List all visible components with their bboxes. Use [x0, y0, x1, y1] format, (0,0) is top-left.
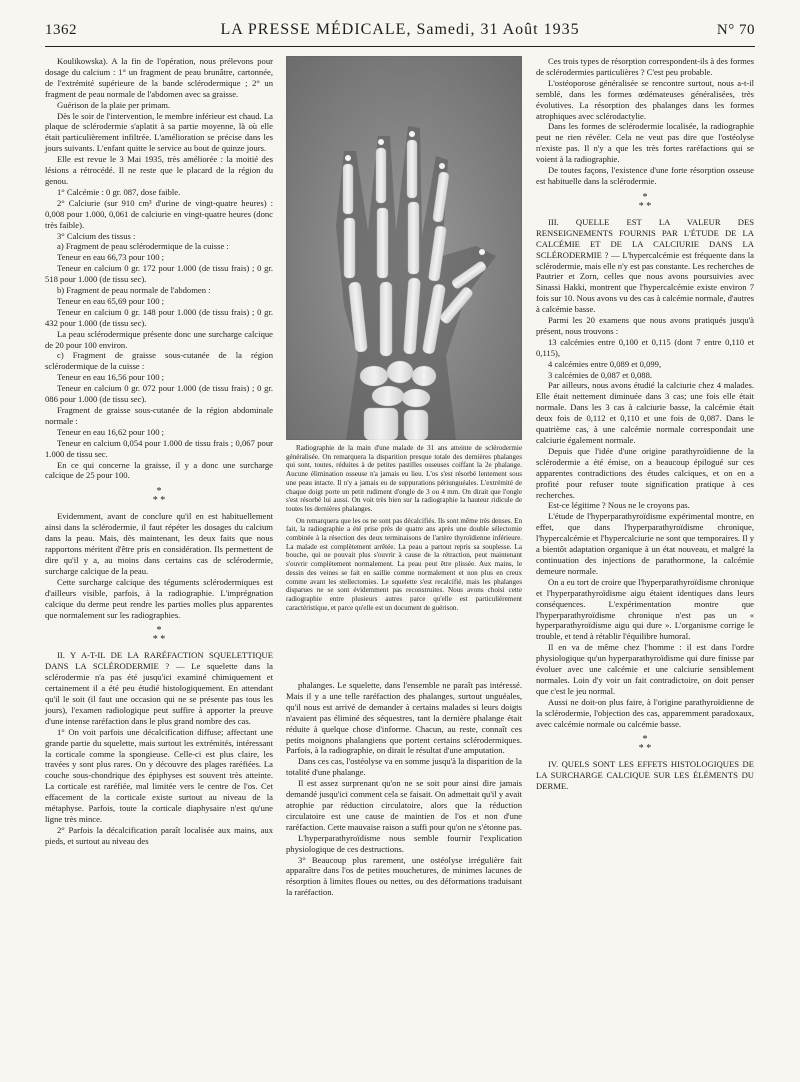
paragraph: Depuis que l'idée d'une origine parathyroïdienne de la sclérodermie a été émise, on a beaucoup épilogué sur ces apparentes contradictions des études calciques, et on en a profité pour refuser toute signification pratique à ces recherches.: [536, 445, 754, 500]
paragraph: Teneur en eau 66,73 pour 100 ;: [57, 252, 165, 263]
issue-date: Samedi, 31 Août 1935: [416, 21, 580, 38]
paragraph: Guérison de la plaie per primam.: [57, 99, 171, 110]
paragraph: IV. QUELS SONT LES EFFETS HISTOLOGIQUES DE LA SURCHARGE CALCIQUE SUR LES ÉLÉMENTS DU DERME.: [536, 759, 754, 792]
paragraph: Dans ces cas, l'ostéolyse va en somme jusqu'à la disparition de la totalité d'une phalange.: [286, 756, 522, 778]
paragraph: III. QUELLE EST LA VALEUR DES RENSEIGNEMENTS FOURNIS PAR L'ÉTUDE DE LA CALCÉMIE ET DE LA CALCIURIE DANS LA SCLÉRODERMIE ? — L'hypercalcémie est fréquente dans la sclérodermie, mais elle n'y est pas constante. Les recherches de Pautrier et Zorn, celles que nous avons poursuivies avec Sinassi Hakki, montrent que l'hypercalcémie existe environ 7 fois sur 10. Nous avons vu des cas à calcémie normale, d'autres à calcémie basse.: [536, 216, 754, 315]
left-column: [45, 56, 273, 847]
paragraph: Ces trois types de résorption correspondent-ils à des formes de sclérodermies particulières ? C'est peu probable.: [536, 56, 754, 77]
running-header: [45, 18, 755, 47]
radiograph-image: [286, 56, 522, 440]
paragraph: 3° Calcium des tissus :: [57, 230, 136, 241]
paragraph: 3° Beaucoup plus rarement, une ostéolyse irrégulière fait apparaître dans l'os de petites mouchetures, de minimes lacunes de résorption à limites floues ou nettes, ou des déformations traduisant la raréfaction.: [286, 854, 522, 898]
paragraph: De toutes façons, l'existence d'une forte résorption osseuse est habituelle dans la sclérodermie.: [536, 165, 754, 186]
section-separator: * * *: [152, 486, 166, 507]
left-top-text: [45, 56, 273, 481]
paragraph: Koulikowska). A la fin de l'opération, nous prélevons pour dosage du calcium : 1° un fragment de peau brunâtre, cartonnée, de l'extrémité supérieure de la bande sclérodermique ; 2° un fragment de peau normale de l'abdomen avec sa graisse.: [45, 56, 273, 99]
paragraph: L'étude de l'hyperparathyroïdisme expérimental montre, en effet, que dans l'hyperparathyroïdisme chronique, l'hypercalcémie et l'hypercalciurie ne sont que temporaires. Il y a bientôt adaptation organique à un état nouveau, et malgré la continuation des injections de parathormone, la calcémie demeure normale.: [536, 511, 754, 576]
paragraph: b) Fragment de peau normale de l'abdomen :: [57, 285, 211, 296]
paragraph: c) Fragment de graisse sous-cutanée de la région sclérodermique de la cuisse :: [45, 350, 273, 372]
left-bottom-text: [45, 650, 273, 846]
paragraph: Teneur en eau 16,62 pour 100 ;: [57, 426, 165, 437]
paragraph: Fragment de graisse sous-cutanée de la région abdominale normale :: [45, 405, 273, 426]
paragraph: La peau sclérodermique présente donc une surcharge calcique de 20 pour 100 environ.: [45, 328, 273, 350]
journal-title: [45, 21, 755, 39]
right-top-text: [536, 56, 754, 187]
paragraph: Teneur en calcium 0 gr. 072 pour 1.000 (de tissu frais) ; 0 gr. 086 pour 1.000 (de tissu sec).: [45, 383, 273, 405]
paragraph: Dès le soir de l'intervention, le membre inférieur est chaud. La plaque de sclérodermie s'aplatit à sa partie moyenne, là où elle était particulièrement infiltrée. L'amélioration se précise dans les jours suivants. L'enfant quitte le service au bout de quinze jours.: [45, 110, 273, 154]
paragraph: 1° On voit parfois une décalcification diffuse; affectant une grande partie du squelette, mais surtout les extrémités, intéressant la corticale comme la spongieuse. Celle-ci est plus claire, les travées y sont plus rares. On y découvre des plages raréfiées. La couche sous-chondrique des épiphyses est souvent très atteinte. La corticale est raréfiée, mal limitée vers le centre de l'os. Cet effacement de la corticale existe surtout au niveau de la métaphyse. Parfois, toute la corticale diaphysaire n'est qu'une ligne très mince.: [45, 726, 273, 824]
hand-radiograph: [286, 56, 522, 440]
paragraph: L'ostéoporose généralisée se rencontre surtout, nous a-t-il semblé, dans les formes œdémateuses généralisées, très évolutives. La résorption des phalanges dans les formes atrophiques avec sclérodactylie.: [536, 77, 754, 121]
paragraph: Par ailleurs, nous avons étudié la calciurie chez 4 malades. Elle était nettement diminuée dans 3 cas; une fois elle était normale. Dans les 3 cas à calciurie basse, la calcémie était deux fois de 0,112 et 0,110 et une fois de 0,087. Dans le quatrième cas, à une calcémie normale correspondait une calciurie également normale.: [536, 380, 754, 445]
paragraph: II. Y A-T-IL DE LA RARÉFACTION SQUELETTIQUE DANS LA SCLÉRODERMIE ? — Le squelette dans la sclérodermie n'a pas été jusqu'ici examiné chimiquement et certainement il a été peu étudié histologiquement. En attendant qu'il le soit (il faut une occasion qui ne se présente pas tous les jours), l'examen radiologique peut suffire à apporter la preuve d'une intense raréfaction dans le plus grand nombre des cas.: [45, 650, 273, 726]
section-separator: * * *: [152, 625, 166, 646]
paragraph: a) Fragment de peau sclérodermique de la cuisse :: [57, 241, 229, 252]
paragraph: Il est assez surprenant qu'on ne se soit pour ainsi dire jamais demandé jusqu'ici comment cela se faisait. On admettait qu'il y avait atrophie par réduction circulatoire, alors que la réduction circulatoire est une cause de maintien de l'os et non d'une raréfaction. Cette mauvaise raison a suffi pour qu'on ne s'étonne pas.: [286, 778, 522, 832]
middle-column: [286, 680, 522, 898]
paragraph: 2° Calciurie (sur 910 cm³ d'urine de vingt-quatre heures) : 0,008 pour 1.000, 0,061 de calciurie en vingt-quatre heures (donc très faible).: [45, 197, 273, 230]
journal-name: LA PRESSE MÉDICALE,: [220, 21, 412, 38]
paragraph: Teneur en calcium 0 gr. 172 pour 1.000 (de tissu frais) ; 0 gr. 518 pour 1.000 (de tissu sec).: [45, 263, 273, 285]
right-column: [536, 56, 754, 792]
paragraph: L'hyperparathyroïdisme nous semble fournir l'explication physiologique de ces destructions.: [286, 832, 522, 854]
paragraph: Cette surcharge calcique des téguments sclérodermiques est d'ailleurs visible, parfois, à la radiographie. L'imprégnation calcique du derme peut rendre les parties molles plus apparentes que normalement sur les radiographies.: [45, 576, 273, 620]
paragraph: On a eu tort de croire que l'hyperparathyroïdisme chronique et l'hyperparathyroïdisme aigu étaient identiques dans leurs conséquences. L'expérimentation montre que l'hyperparathyroïdisme chronique n'est pas un « hyperparathyroïdisme aigu qui dure ». L'organisme corrige le trouble, et tend à rétablir l'équilibre humoral.: [536, 576, 754, 642]
paragraph: 2° Parfois la décalcification paraît localisée aux mains, aux pieds, et surtout au niveau des: [45, 824, 273, 846]
section-separator: * * *: [638, 191, 652, 212]
paragraph: Teneur en eau 16,56 pour 100 ;: [57, 372, 165, 383]
paragraph: Aussi ne doit-on plus faire, à l'origine parathyroïdienne de la sclérodermie, l'objection des cas, apparemment paradoxaux, avec calcémie normale ou calcémie basse.: [536, 696, 754, 729]
paragraph: 13 calcémies entre 0,100 et 0,115 (dont 7 entre 0,110 et 0,115),: [536, 336, 754, 358]
page-number: 1362: [45, 22, 77, 38]
paragraph: Elle est revue le 3 Mai 1935, très améliorée : la moitié des lésions a rétrocédé. Il ne reste que le placard de la région du genou.: [45, 154, 273, 186]
paragraph: 4 calcémies entre 0,089 et 0,099,: [548, 358, 662, 369]
paragraph: 3 calcémies de 0,087 et 0,088.: [548, 369, 653, 380]
paragraph: Il en va de même chez l'homme : il est dans l'ordre physiologique qu'un hyperparathyroïdisme qui dure finisse par évoluer avec une calcémie et une calciurie sensiblement normales. Loin d'y voir un fait contradictoire, on doit penser que c'est le jeu normal.: [536, 642, 754, 696]
paragraph: phalanges. Le squelette, dans l'ensemble ne paraît pas intéressé. Mais il y a une telle raréfaction des phalanges, surtout unguéales, qu'il nous est arrivé de demander à certains malades si leurs doigts n'avaient pas éliminé des séquestres, tant la dernière phalange était réduite à quelque chose d'informe. Chacun, au reste, connaît ces petits moignons phalangiens que portent certains sclérodermiques. Parfois, à la radiographie, on dirait le résultat d'une amputation.: [286, 680, 522, 756]
paragraph: En ce qui concerne la graisse, il y a donc une surcharge calcique de 25 pour 100.: [45, 459, 273, 481]
caption-paragraph: On remarquera que les os ne sont pas décalcifiés. Ils sont même très denses. En fait, la radiographie a été prise près de quatre ans après une double sélectomie combinée à la résection des deux terminaisons de l'artère thyroïdienne inférieure. La malade est complètement arrêtée. La peau a partout repris sa souplesse. La bouche, qui ne pouvait plus s'ouvrir à cause de la rétraction, peut maintenant s'ouvrir complètement normalement. La peau peut être plissée. Aux mains, le dessin des veines se fait en saillie comme normalement et non plus en creux comme avant les stellectomies. Le squelette s'est recalcifié, mais les phalanges disparues ne se sont évidemment pas reconstruites. Nous avons choisi cette radiographie entre plusieurs autres parce qu'elle est particulièrement caractéristique, et parce qu'elle est un document de guérison.: [286, 516, 522, 612]
paragraph: Teneur en eau 65,69 pour 100 ;: [57, 295, 165, 306]
paragraph: Parmi les 20 examens que nous avons pratiqués jusqu'à présent, nous trouvons :: [536, 315, 754, 336]
paragraph: Est-ce légitime ? Nous ne le croyons pas.: [548, 500, 690, 511]
issue-number: N° 70: [716, 22, 755, 38]
paragraph: Teneur en calcium 0 gr. 148 pour 1.000 (de tissu frais) ; 0 gr. 432 pour 1.000 (de tissu sec).: [45, 306, 273, 328]
figure-caption: [286, 444, 522, 615]
middle-bottom-text: [286, 680, 522, 898]
section-separator: * * *: [638, 734, 652, 755]
caption-paragraph: Radiographie de la main d'une malade de 31 ans atteinte de sclérodermie généralisée. On remarquera la disparition presque totale des dernières phalanges qui sont, toutes, réduites à de petites pastilles osseuses coiffant la 2e phalange. Aucune élimination osseuse n'a jamais eu lieu. L'os s'est résorbé lentement sous une peau intacte. Il n'y a jamais eu de suppurations périunguéales. L'extrémité de chaque doigt porte un petit rudiment d'ongle de 3 ou 4 mm. On dirait que l'ongle s'est résorbé lui aussi. On voit très bien sur la radiographie la hauteur ridicule de toutes les dernières phalanges.: [286, 444, 522, 513]
paragraph: 1° Calcémie : 0 gr. 087, dose faible.: [57, 186, 181, 197]
left-mid-text: [45, 511, 273, 620]
right-bottom-text: [536, 759, 754, 792]
paragraph: Teneur en calcium 0,054 pour 1.000 de tissu frais ; 0,067 pour 1.000 de tissu sec.: [45, 437, 273, 459]
paragraph: Dans les formes de sclérodermie localisée, la radiographie peut ne rien révéler. Cela ne veut pas dire que l'ostéolyse n'existe pas. Il n'y a que les très fortes raréfactions qui se voient à la radiographie.: [536, 121, 754, 165]
paragraph: Evidemment, avant de conclure qu'il en est habituellement ainsi dans la sclérodermie, il faut répéter les dosages du calcium dans la peau. Mais, dès maintenant, les deux faits que nous rapportons méritent d'être pris en considération. Ils permettent de dire qu'il y a, au moins dans certains cas de sclérodermie, surcharge calcique de la peau.: [45, 511, 273, 576]
right-mid-text: [536, 217, 754, 730]
